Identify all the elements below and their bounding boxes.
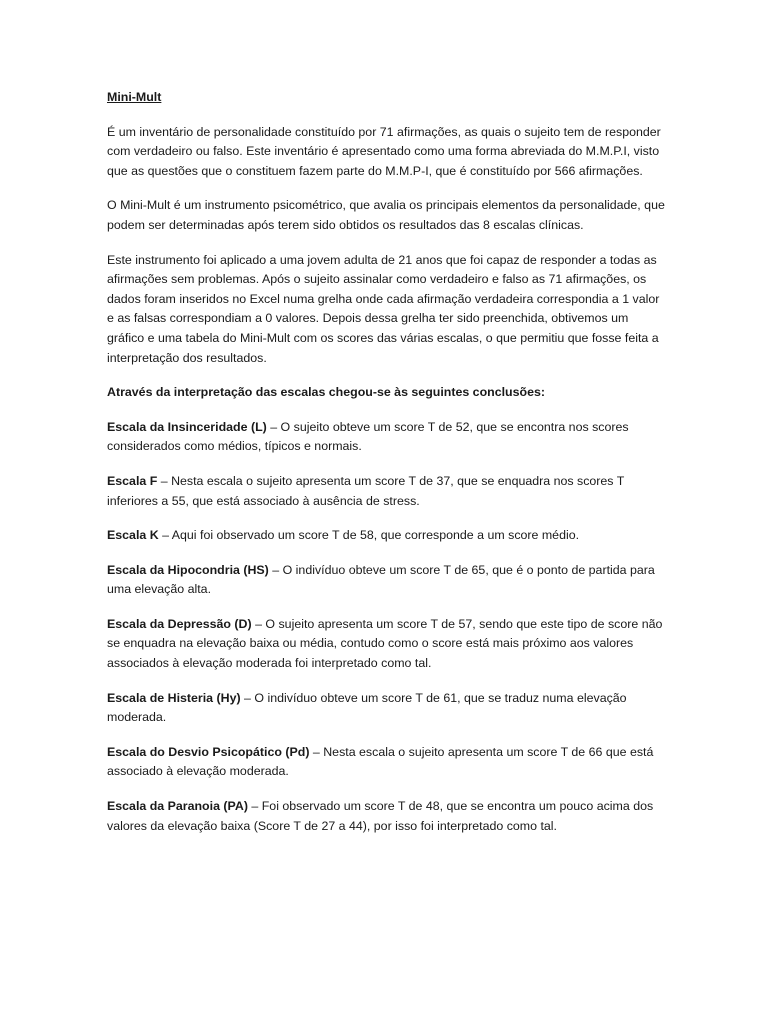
- conclusions-heading-text: Através da interpretação das escalas chegou-se às seguintes conclusões:: [107, 385, 545, 400]
- scale-description: – Aqui foi observado um score T de 58, que corresponde a um score médio.: [158, 528, 580, 543]
- conclusions-heading: [107, 383, 667, 403]
- document-title: Mini-Mult: [107, 90, 162, 104]
- scale-description: – O indivíduo obteve um score T de 65, que é o ponto de partida para uma elevação alta.: [107, 562, 655, 597]
- scale-paragraph: [107, 743, 667, 782]
- scale-description: – O indivíduo obteve um score T de 61, que se traduz numa elevação moderada.: [107, 690, 627, 725]
- document-page: [107, 88, 667, 851]
- scale-paragraph: [107, 526, 667, 546]
- scale-name: Escala da Paranoia (PA): [107, 799, 248, 814]
- scale-name: Escala da Depressão (D): [107, 616, 252, 631]
- scale-paragraph: [107, 615, 667, 674]
- scale-description: – O sujeito apresenta um score T de 57, sendo que este tipo de score não se enquadra na elevação baixa ou média, contudo como o score está mais próximo aos valores associados à elevação moderada foi interpretado como tal.: [107, 616, 663, 671]
- scale-paragraph: [107, 472, 667, 511]
- scale-name: Escala da Insinceridade (L): [107, 419, 267, 434]
- scale-description: – O sujeito obteve um score T de 52, que se encontra nos scores considerados como médios, típicos e normais.: [107, 419, 629, 454]
- intro-paragraph: É um inventário de personalidade constituído por 71 afirmações, as quais o sujeito tem de responder com verdadeiro ou falso. Este inventário é apresentado como uma forma abreviada do M.M.P.I, visto que as questões que o constituem fazem parte do M.M.P-I, que é constituído por 566 afirmações.: [107, 124, 661, 178]
- scale-paragraph: [107, 418, 667, 457]
- scale-description: – Nesta escala o sujeito apresenta um score T de 37, que se enquadra nos scores T inferiores a 55, que está associado à ausência de stress.: [107, 473, 625, 508]
- scale-paragraph: [107, 797, 667, 836]
- scale-name: Escala de Histeria (Hy): [107, 690, 241, 705]
- scale-name: Escala do Desvio Psicopático (Pd): [107, 744, 310, 759]
- scale-description: – Foi observado um score T de 48, que se encontra um pouco acima dos valores da elevação baixa (Score T de 27 a 44), por isso foi interpretado como tal.: [107, 799, 654, 833]
- scale-name: Escala F: [107, 473, 158, 488]
- scale-name: Escala K: [107, 528, 159, 543]
- scale-paragraph: [107, 561, 667, 600]
- intro-paragraph: O Mini-Mult é um instrumento psicométrico, que avalia os principais elementos da personalidade, que podem ser determinadas após terem sido obtidos os resultados das 8 escalas clínicas.: [107, 198, 665, 232]
- intro-paragraph: Este instrumento foi aplicado a uma jovem adulta de 21 anos que foi capaz de responder a todas as afirmações sem problemas. Após o sujeito assinalar como verdadeiro e falso as 71 afirmações, os dados foram inseridos no Excel numa grelha onde cada afirmação verdadeira correspondia a 1 valor e as falsas correspondiam a 0 valores. Depois dessa grelha ter sido preenchida, obtivemos um gráfico e uma tabela do Mini-Mult com os scores das várias escalas, o que permitiu que fosse feita a interpretação dos resultados.: [107, 252, 660, 365]
- scale-paragraph: [107, 689, 667, 728]
- scale-description: – Nesta escala o sujeito apresenta um score T de 66 que está associado à elevação moderada.: [107, 744, 654, 779]
- scale-name: Escala da Hipocondria (HS): [107, 562, 269, 577]
